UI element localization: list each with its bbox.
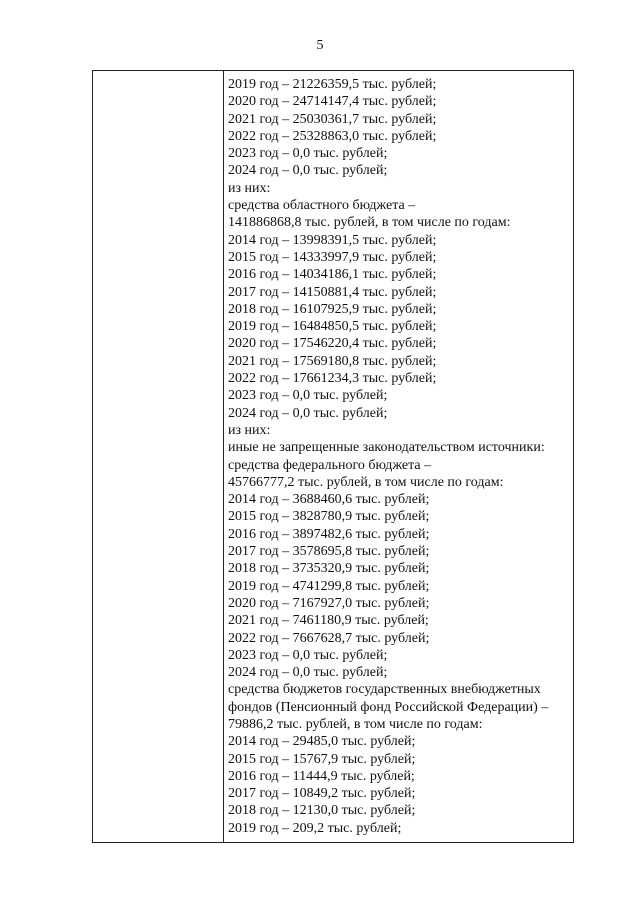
funding-text-line: 2018 год – 3735320,9 тыс. рублей; [228,561,430,577]
funding-text-line: средства областного бюджета – [228,198,416,214]
funding-text-line: 2018 год – 16107925,9 тыс. рублей; [228,301,437,317]
table-right-cell [228,76,573,837]
funding-text-line: 141886868,8 тыс. рублей, в том числе по годам: [228,215,511,231]
funding-text-line: фондов (Пенсионный фонд Российской Федерации) – [228,699,549,715]
funding-text-line: 2022 год – 17661234,3 тыс. рублей; [228,371,437,387]
table-left-cell [93,71,223,842]
funding-text-line: 2016 год – 11444,9 тыс. рублей; [228,768,415,784]
funding-text-line: 2023 год – 0,0 тыс. рублей; [228,388,388,404]
funding-text-line: 2020 год – 24714147,4 тыс. рублей; [228,94,437,110]
funding-text-line: 2022 год – 7667628,7 тыс. рублей; [228,630,430,646]
funding-text-line: 2016 год – 3897482,6 тыс. рублей; [228,526,430,542]
funding-text-line: 2015 год – 3828780,9 тыс. рублей; [228,509,430,525]
column-divider [223,71,224,842]
funding-text-line: 2019 год – 4741299,8 тыс. рублей; [228,578,430,594]
funding-text-line: 79886,2 тыс. рублей, в том числе по годам: [228,716,483,732]
funding-text-line: средства федерального бюджета – [228,457,432,473]
funding-text-line: 2024 год – 0,0 тыс. рублей; [228,405,388,421]
funding-text-line: 2024 год – 0,0 тыс. рублей; [228,665,388,681]
funding-text-line: из них: [228,422,271,438]
funding-text-line: 2024 год – 0,0 тыс. рублей; [228,163,388,179]
funding-text-line: 2023 год – 0,0 тыс. рублей; [228,146,388,162]
funding-text-line: из них: [228,180,271,196]
funding-text-line: 2019 год – 21226359,5 тыс. рублей; [228,77,437,92]
funding-text-line: 2022 год – 25328863,0 тыс. рублей; [228,128,437,144]
funding-text-line: 2014 год – 29485,0 тыс. рублей; [228,734,416,750]
funding-text-line: 2023 год – 0,0 тыс. рублей; [228,647,388,663]
funding-text-line: иные не запрещенные законодательством источники: [228,440,545,456]
page-number: 5 [316,38,324,53]
funding-text-line: 2021 год – 17569180,8 тыс. рублей; [228,353,437,369]
funding-text-line: 2020 год – 7167927,0 тыс. рублей; [228,595,430,611]
funding-text-line: 45766777,2 тыс. рублей, в том числе по годам: [228,474,504,490]
funding-text-line: 2015 год – 15767,9 тыс. рублей; [228,751,416,767]
funding-text-line: 2015 год – 14333997,9 тыс. рублей; [228,249,437,265]
funding-text-line: 2017 год – 10849,2 тыс. рублей; [228,786,416,802]
funding-text-line: 2017 год – 14150881,4 тыс. рублей; [228,284,437,300]
funding-text-line: 2017 год – 3578695,8 тыс. рублей; [228,544,430,560]
funding-text-line: 2016 год – 14034186,1 тыс. рублей; [228,267,437,283]
funding-text-line: 2014 год – 3688460,6 тыс. рублей; [228,492,430,508]
funding-text-line: 2021 год – 7461180,9 тыс. рублей; [228,613,429,629]
funding-text-line: 2018 год – 12130,0 тыс. рублей; [228,803,416,819]
funding-text-line: 2014 год – 13998391,5 тыс. рублей; [228,232,437,248]
funding-text-line: средства бюджетов государственных внебюджетных [228,682,541,698]
funding-text-line: 2021 год – 25030361,7 тыс. рублей; [228,111,437,127]
funding-text-line: 2019 год – 209,2 тыс. рублей; [228,820,402,836]
funding-text-line: 2019 год – 16484850,5 тыс. рублей; [228,319,437,335]
funding-table [92,70,574,843]
funding-text-line: 2020 год – 17546220,4 тыс. рублей; [228,336,437,352]
